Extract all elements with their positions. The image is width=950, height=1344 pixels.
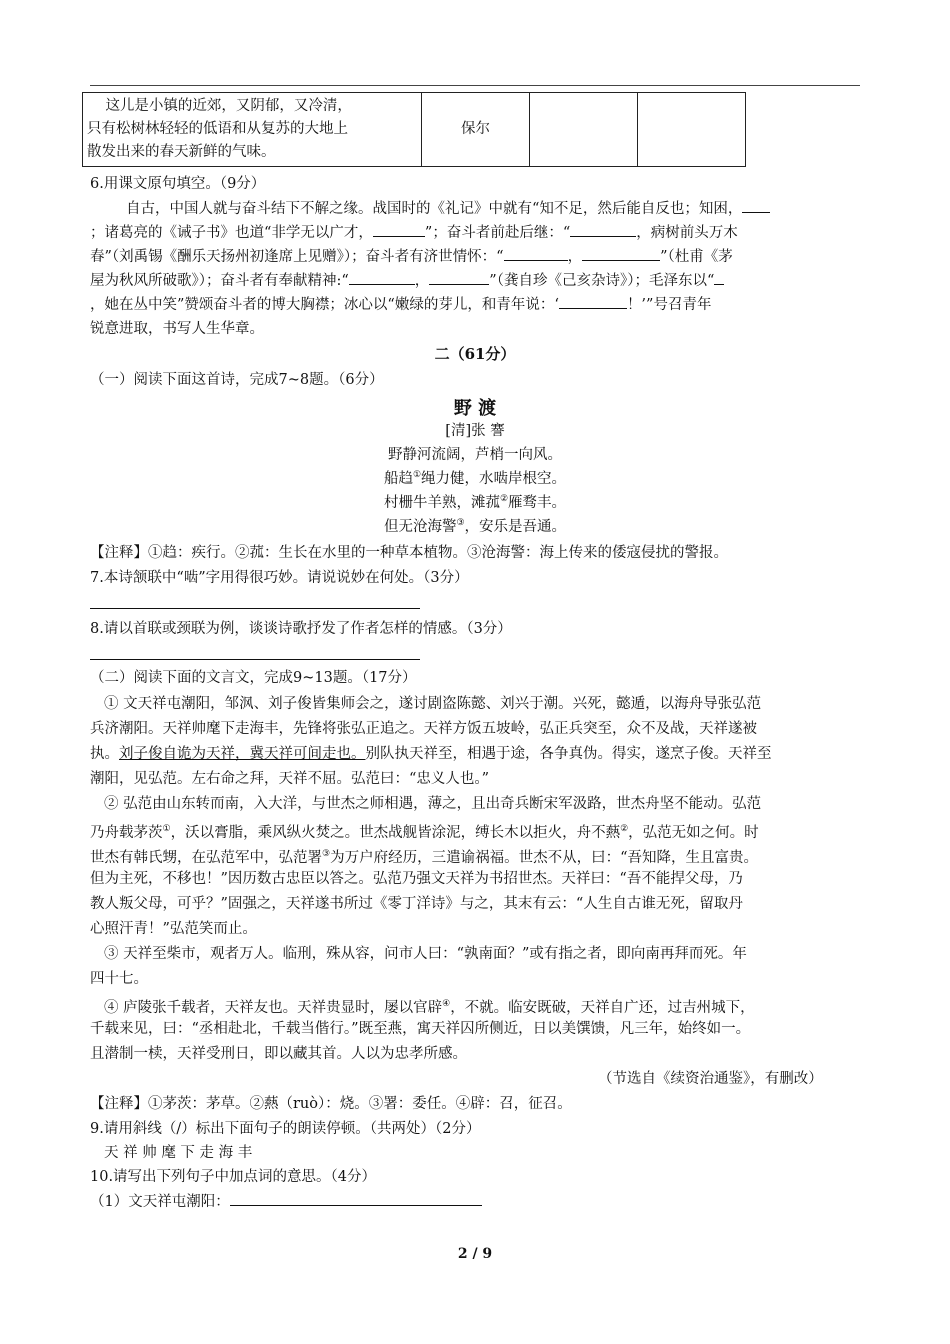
question-10: 10.请写出下列句子中加点词的意思。（4分）	[90, 1169, 377, 1185]
part1-title: （一）阅读下面这首诗，完成7~8题。（6分）	[90, 372, 384, 388]
poem-title: 野 渡	[453, 398, 497, 419]
q10-item-1: （1）文天祥屯潮阳：	[90, 1190, 482, 1214]
header-rule	[90, 85, 860, 86]
poem-line: 野静河流阔，芦梢一向风。	[388, 447, 562, 463]
answer-blank[interactable]	[230, 1205, 482, 1206]
para4-line: ④ 庐陵张千载者，天祥友也。天祥贵显时，屡以官辟④，不就。临安既破，天祥自广还，过吉州城下，	[104, 999, 755, 1016]
poem-author: [清]张 謇	[445, 423, 505, 439]
para2-line: 但为主死，不移也！”因历数古忠臣以答之。弘范乃强文天祥为书招世杰。天祥曰：“吾不能捍父母，乃	[90, 871, 743, 887]
note-mark: ③	[456, 518, 465, 529]
source-note: （节选自《续资治通鉴》，有删改）	[598, 1071, 823, 1087]
poem-notes: 【注释】①趋：疾行。②菰：生长在水里的一种草本植物。③沧海警：海上传来的倭寇侵扰的警报。	[90, 545, 728, 561]
note-mark: ①	[412, 470, 422, 481]
comparison-table	[82, 92, 746, 167]
para1-line: 兵济潮阳。天祥帅麾下走海丰，先锋将张弘正追之。天祥方饭五坡岭，弘正兵突至，众不及战，天祥遂被	[90, 721, 757, 737]
poem-line: 但无沧海警③，安乐是吾通。	[383, 518, 567, 535]
question-8: 8.请以首联或颈联为例，谈谈诗歌抒发了作者怎样的情感。（3分）	[90, 621, 512, 637]
q6-line: 自古，中国人就与奋斗结下不解之缘。战国时的《礼记》中就有“知不足，然后能自反也；知困，	[126, 197, 770, 221]
note-mark: ②	[499, 494, 509, 505]
para3-line: ③ 天祥至柴市，观者万人。临刑，殊从容，问市人曰：“孰南面？”或有指之者，即向南再拜而死。年	[104, 946, 747, 962]
para3-line: 四十七。	[90, 971, 148, 987]
q6-line: 屋为秋风所破歌》）；奋斗者有奉献精神:“ ， ”（龚自珍《己亥杂诗》）；毛泽东以“	[90, 269, 724, 293]
para4-line: 千载来见，曰：“丞相赴北，千载当偕行。”既至燕，寓天祥囚所侧近，日以美馔馈，凡三年，始终如一。	[90, 1021, 751, 1037]
poem-line: 村栅牛羊熟，滩菰②雁骛丰。	[383, 494, 567, 511]
para1-line: 潮阳，见弘范。左右命之拜，天祥不屈。弘范曰：“忠义人也。”	[90, 771, 490, 787]
table-cell-empty	[638, 93, 746, 167]
section-heading: 二（61分）	[434, 345, 516, 363]
part2-title: （二）阅读下面的文言文，完成9~13题。（17分）	[90, 670, 417, 686]
q6-title: 6.用课文原句填空。（9分）	[90, 176, 266, 192]
table-cell-text	[83, 93, 422, 167]
q6-line: ，她在丛中笑”赞颂奋斗者的博大胸襟；冰心以“嫩绿的芽儿，和青年说：‘ ！’”号召青年	[90, 297, 712, 313]
para2-line: 教人叛父母，可乎？”固强之，天祥遂书所过《零丁洋诗》与之，其末有云：“人生自古谁无死，留取丹	[90, 896, 743, 912]
para1-line: ① 文天祥屯潮阳，邹沨、刘子俊皆集师会之，遂讨剧盗陈懿、刘兴于潮。兴死，懿遁，以海舟导张弘范	[104, 696, 762, 712]
underlined-sentence: 刘子俊自诡为天祥，冀天祥可间走也。	[119, 746, 366, 762]
page-number: 2 / 9	[457, 1246, 493, 1262]
question-9: 9.请用斜线（/）标出下面句子的朗读停顿。（共两处）（2分）	[90, 1121, 481, 1137]
q9-sentence: 天 祥 帅 麾 下 走 海 丰	[104, 1145, 253, 1161]
table-text-line: 这儿是小镇的近郊，又阴郁，又冷清，	[105, 98, 352, 114]
table-cell-author: 保尔	[422, 93, 530, 167]
table-text-line: 只有松树林轻轻的低语和从复苏的大地上	[87, 121, 348, 137]
para4-line: 且潜制一椟，天祥受刑日，即以藏其首。人以为忠孝所感。	[90, 1046, 467, 1062]
table-cell-empty	[530, 93, 638, 167]
answer-line[interactable]	[90, 659, 420, 660]
para2-line: 心照汗青！”弘范笑而止。	[90, 921, 257, 937]
para2-line: ② 弘范由山东转而南，入大洋，与世杰之师相遇，薄之，且出奇兵断宋军汲路，世杰舟坚不能动。弘范	[104, 796, 762, 812]
para2-line: 世杰有韩氏甥，在弘范军中，弘范署③为万户府经历，三遣谕祸福。世杰不从，曰：“吾知降，生且富贵。	[90, 849, 758, 866]
para1-line: 执。刘子俊自诡为天祥，冀天祥可间走也。别队执天祥至，相遇于途，各争真伪。得实，遂烹子俊。天祥至	[90, 746, 772, 762]
para2-line: 乃舟载茅茨①，沃以膏脂，乘风纵火焚之。世杰战舰皆涂泥，缚长木以拒火，舟不爇②，弘范无如之何。时	[90, 824, 759, 841]
question-7: 7.本诗颔联中“啮”字用得很巧妙。请说说妙在何处。（3分）	[90, 570, 469, 586]
q6-line: ；诸葛亮的《诫子书》也道“非学无以广才， ”；奋斗者前赴后继：“ ，病树前头万木	[90, 225, 738, 241]
table-text-line: 散发出来的春天新鲜的气味。	[87, 144, 276, 160]
q6-line: 锐意进取，书写人生华章。	[90, 321, 264, 337]
q6-line: 春”（刘禹锡《酬乐天扬州初逢席上见赠》）；奋斗者有济世情怀：“ ， ”（杜甫《茅	[90, 249, 733, 265]
poem-line: 船趋①绳力健，水啮岸根空。	[383, 470, 567, 487]
text-notes: 【注释】①茅茨：茅草。②爇（ruò）：烧。③署：委任。④辟：召，征召。	[90, 1096, 572, 1112]
answer-line[interactable]	[90, 608, 420, 609]
